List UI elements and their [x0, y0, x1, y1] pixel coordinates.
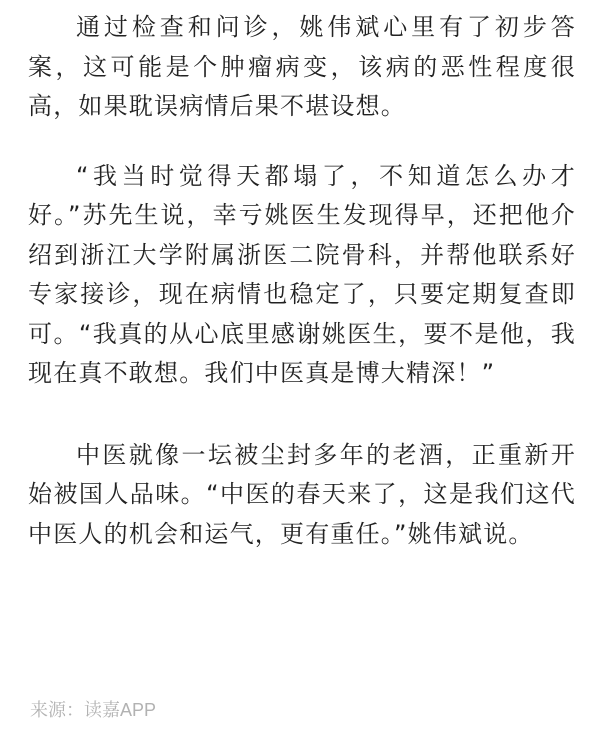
source-attribution: 来源：读嘉APP	[30, 700, 157, 720]
paragraph-spacer	[28, 127, 576, 157]
article-paragraph-1: 通过检查和问诊，姚伟斌心里有了初步答案，这可能是个肿瘤病变，该病的恶性程度很高，如果耽误病情后果不堪设想。	[28, 13, 576, 120]
paragraph-spacer	[28, 394, 576, 436]
article-paragraph-2: “我当时觉得天都塌了，不知道怎么办才好。”苏先生说，幸亏姚医生发现得早，还把他介绍到浙江大学附属浙医二院骨科，并帮他联系好专家接诊，现在病情也稳定了，只要定期复查即可。“我真的从心底里感谢姚医生，要不是他，我现在真不敢想。我们中医真是博大精深！”	[28, 161, 576, 387]
article-body	[28, 8, 576, 554]
article-paragraph-3: 中医就像一坛被尘封多年的老酒，正重新开始被国人品味。“中医的春天来了，这是我们这代中医人的机会和运气，更有重任。”姚伟斌说。	[28, 440, 576, 548]
